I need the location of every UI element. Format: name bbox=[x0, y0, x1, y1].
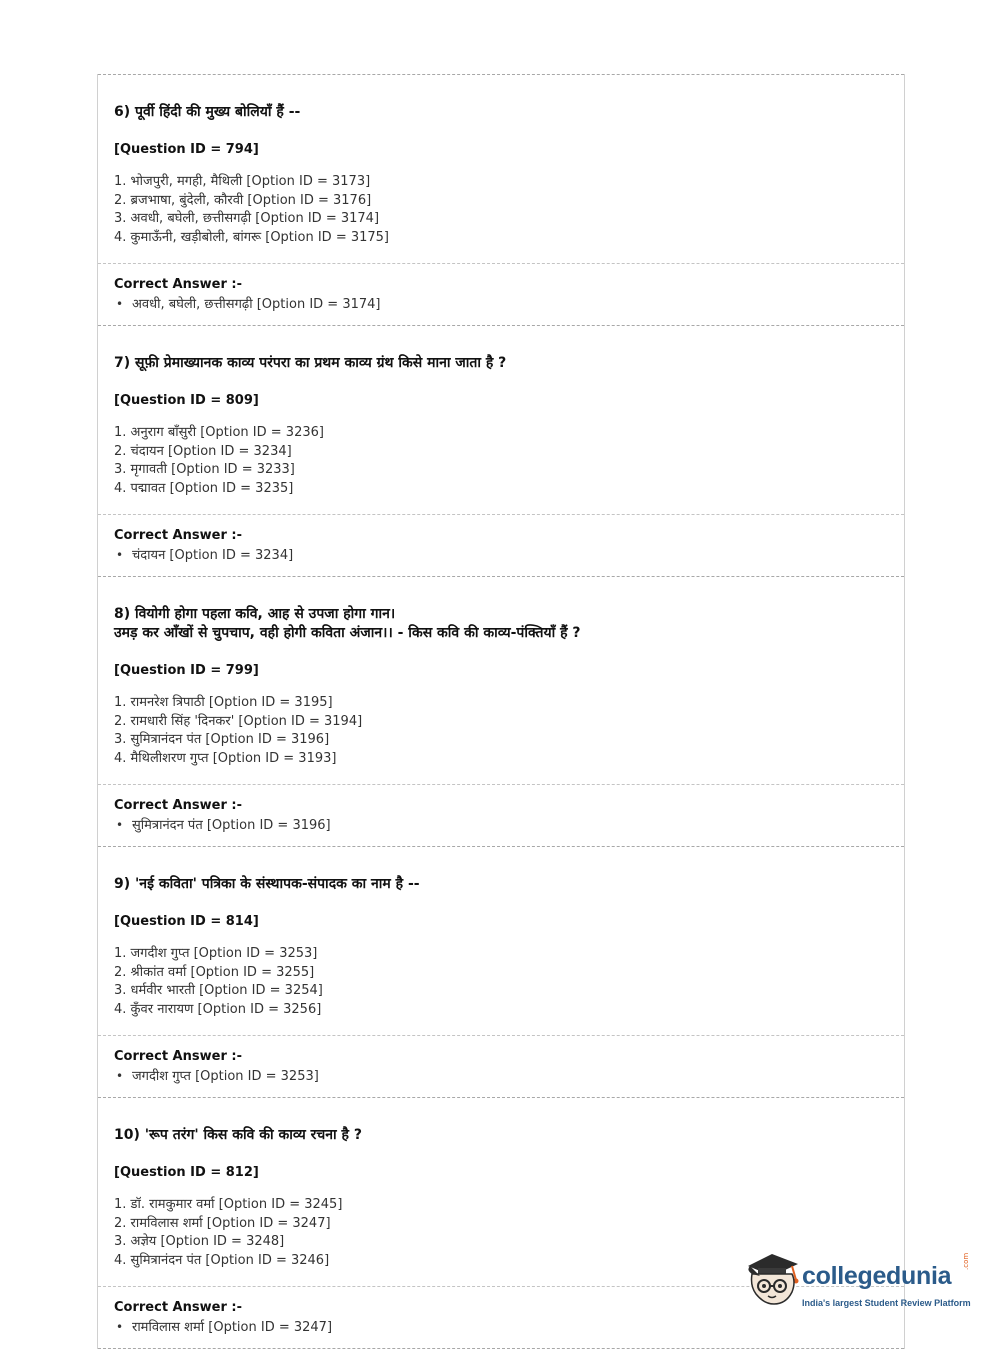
correct-answer-label: Correct Answer :- bbox=[114, 277, 242, 292]
bullet-icon: • bbox=[116, 548, 124, 562]
option-item: 1. रामनरेश त्रिपाठी [Option ID = 3195] bbox=[114, 695, 333, 710]
correct-answer-label: Correct Answer :- bbox=[114, 528, 242, 543]
logo-tagline: India's largest Student Review Platform bbox=[802, 1298, 971, 1308]
option-item: 3. मृगावती [Option ID = 3233] bbox=[114, 462, 295, 477]
correct-answer-label: Correct Answer :- bbox=[114, 1300, 242, 1315]
question-block bbox=[98, 1097, 904, 1348]
option-item: 4. कुमाऊँनी, खड़ीबोली, बांगरू [Option ID = 3175] bbox=[114, 229, 389, 245]
option-item: 4. पद्मावत [Option ID = 3235] bbox=[114, 480, 294, 496]
question-text: 6) पूर्वी हिंदी की मुख्य बोलियाँ हैं -- bbox=[114, 104, 301, 120]
question-text: 9) 'नई कविता' पत्रिका के संस्थापक-संपादक का नाम है -- bbox=[114, 876, 420, 892]
option-item: 4. मैथिलीशरण गुप्त [Option ID = 3193] bbox=[114, 750, 337, 766]
option-item: 1. भोजपुरी, मगही, मैथिली [Option ID = 3173] bbox=[114, 174, 371, 189]
option-item: 1. जगदीश गुप्त [Option ID = 3253] bbox=[114, 946, 318, 961]
correct-answer-label: Correct Answer :- bbox=[114, 798, 242, 813]
question-id: [Question ID = 812] bbox=[114, 1165, 259, 1180]
question-body bbox=[98, 577, 904, 784]
correct-answer-item bbox=[114, 294, 888, 315]
option-item: 3. सुमित्रानंदन पंत [Option ID = 3196] bbox=[114, 732, 330, 747]
logo-name: collegedunia bbox=[802, 1262, 952, 1290]
correct-answer-text: सुमित्रानंदन पंत [Option ID = 3196] bbox=[132, 818, 331, 833]
correct-answer-box bbox=[98, 1035, 904, 1097]
correct-answer-item bbox=[114, 815, 888, 836]
option-item: 4. कुँवर नारायण [Option ID = 3256] bbox=[114, 1001, 322, 1017]
question-block bbox=[98, 846, 904, 1097]
question-id: [Question ID = 799] bbox=[114, 663, 259, 678]
correct-answer-item bbox=[114, 1066, 888, 1087]
correct-answer-box bbox=[98, 514, 904, 576]
question-id: [Question ID = 794] bbox=[114, 142, 259, 157]
option-item: 1. अनुराग बाँसुरी [Option ID = 3236] bbox=[114, 425, 324, 440]
question-body bbox=[98, 326, 904, 514]
options-list bbox=[114, 945, 888, 1019]
option-item: 2. चंदायन [Option ID = 3234] bbox=[114, 443, 292, 459]
correct-answer-text: रामविलास शर्मा [Option ID = 3247] bbox=[132, 1320, 333, 1335]
option-item: 2. रामधारी सिंह 'दिनकर' [Option ID = 3194] bbox=[114, 713, 363, 729]
option-item: 4. सुमित्रानंदन पंत [Option ID = 3246] bbox=[114, 1252, 330, 1268]
option-item: 2. ब्रजभाषा, बुंदेली, कौरवी [Option ID = 3176] bbox=[114, 192, 372, 208]
options-list bbox=[114, 424, 888, 498]
question-block bbox=[98, 325, 904, 576]
logo-domain-suffix: .com bbox=[962, 1252, 970, 1270]
option-item: 1. डॉ. रामकुमार वर्मा [Option ID = 3245] bbox=[114, 1197, 343, 1212]
correct-answer-item bbox=[114, 1317, 888, 1338]
option-item: 3. धर्मवीर भारती [Option ID = 3254] bbox=[114, 983, 323, 998]
correct-answer-text: चंदायन [Option ID = 3234] bbox=[132, 548, 294, 563]
bullet-icon: • bbox=[116, 297, 124, 311]
correct-answer-text: जगदीश गुप्त [Option ID = 3253] bbox=[132, 1069, 319, 1084]
correct-answer-label: Correct Answer :- bbox=[114, 1049, 242, 1064]
bottom-divider bbox=[98, 1348, 904, 1349]
bullet-icon: • bbox=[116, 1069, 124, 1083]
bullet-icon: • bbox=[116, 1320, 124, 1334]
correct-answer-item bbox=[114, 545, 888, 566]
question-body bbox=[98, 847, 904, 1035]
correct-answer-text: अवधी, बघेली, छत्तीसगढ़ी [Option ID = 3174] bbox=[132, 297, 381, 312]
question-text: 10) 'रूप तरंग' किस कवि की काव्य रचना है ? bbox=[114, 1127, 362, 1143]
option-item: 3. अज्ञेय [Option ID = 3248] bbox=[114, 1234, 285, 1249]
question-body bbox=[98, 75, 904, 263]
options-list bbox=[114, 173, 888, 247]
question-block bbox=[98, 74, 904, 325]
question-block bbox=[98, 576, 904, 846]
correct-answer-box bbox=[98, 263, 904, 325]
graduate-mascot-icon bbox=[742, 1246, 804, 1310]
question-id: [Question ID = 814] bbox=[114, 914, 259, 929]
question-text: 8) वियोगी होगा पहला कवि, आह से उपजा होगा गान। उमड़ कर आँखों से चुपचाप, वही होगी कविता अंजान।। - किस कवि की काव्य-पंक्तियाँ हैं ? bbox=[114, 606, 581, 641]
question-sheet bbox=[97, 74, 905, 1349]
collegedunia-logo bbox=[742, 1246, 972, 1310]
option-item: 2. रामविलास शर्मा [Option ID = 3247] bbox=[114, 1215, 331, 1231]
question-id: [Question ID = 809] bbox=[114, 393, 259, 408]
options-list bbox=[114, 694, 888, 768]
correct-answer-box bbox=[98, 784, 904, 846]
option-item: 2. श्रीकांत वर्मा [Option ID = 3255] bbox=[114, 964, 315, 980]
question-text: 7) सूफ़ी प्रेमाख्यानक काव्य परंपरा का प्रथम काव्य ग्रंथ किसे माना जाता है ? bbox=[114, 355, 507, 371]
option-item: 3. अवधी, बघेली, छत्तीसगढ़ी [Option ID = 3174] bbox=[114, 211, 380, 226]
bullet-icon: • bbox=[116, 818, 124, 832]
